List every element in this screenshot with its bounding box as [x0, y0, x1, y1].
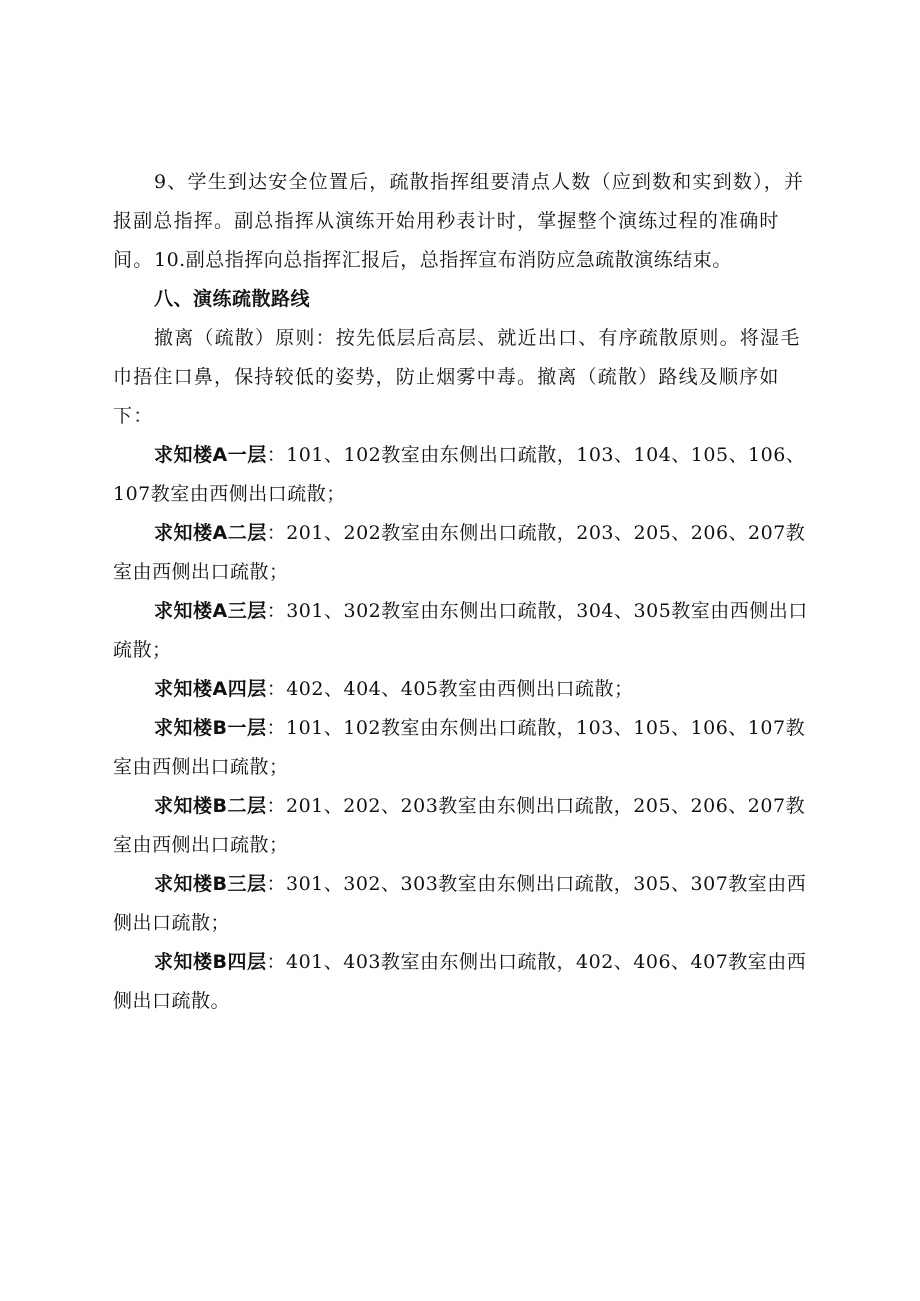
floor-label: 求知楼A三层	[154, 600, 267, 622]
paragraph-text: 10.副总指挥向总指挥汇报后，总指挥宣布消防应急疏散演练结束。	[154, 249, 732, 271]
route-text: ：301、302、303教室由东侧出口疏散，305、307教室由西侧出口疏散；	[113, 873, 807, 934]
route-text: ：101、102教室由东侧出口疏散，103、104、105、106、107教室由西侧出口疏散；	[113, 444, 806, 505]
principle-text: 撤离（疏散）原则：按先低层后高层、就近出口、有序疏散原则。将湿毛巾捂住口鼻，保持较低的姿势，防止烟雾中毒。撤离（疏散）路线及顺序如下：	[113, 327, 801, 427]
route-b2	[113, 787, 813, 865]
route-b4	[113, 943, 813, 1021]
floor-label: 求知楼B三层	[154, 873, 267, 895]
route-text: ：402、404、405教室由西侧出口疏散；	[266, 678, 634, 700]
route-text: ：301、302教室由东侧出口疏散，304、305教室由西侧出口疏散；	[113, 600, 808, 661]
route-text: ：201、202、203教室由东侧出口疏散，205、206、207教室由西侧出口疏散；	[113, 795, 806, 856]
floor-label: 求知楼A二层	[154, 522, 267, 544]
paragraph-text: 9、学生到达安全位置后，疏散指挥组要清点人数（应到数和实到数），并报副总指挥。副总指挥从演练开始用秒表计时，掌握整个演练过程的准确时间。	[113, 171, 805, 271]
route-a4	[113, 670, 813, 709]
evacuation-principle	[113, 319, 813, 436]
route-text: ：101、102教室由东侧出口疏散，103、105、106、107教室由西侧出口疏散；	[113, 717, 806, 778]
floor-label: 求知楼B一层	[154, 717, 267, 739]
route-b3	[113, 865, 813, 943]
route-text: ：401、403教室由东侧出口疏散，402、406、407教室由西侧出口疏散。	[113, 951, 807, 1012]
section-title: 八、演练疏散路线	[154, 288, 311, 310]
floor-label: 求知楼B四层	[154, 951, 267, 973]
route-text: ：201、202教室由东侧出口疏散，203、205、206、207教室由西侧出口疏散；	[113, 522, 806, 583]
route-a3	[113, 592, 813, 670]
route-b1	[113, 709, 813, 787]
floor-label: 求知楼B二层	[154, 795, 267, 817]
route-a2	[113, 514, 813, 592]
section-heading	[113, 280, 813, 319]
paragraph-item-10	[113, 241, 813, 280]
floor-label: 求知楼A四层	[154, 678, 267, 700]
floor-label: 求知楼A一层	[154, 444, 267, 466]
route-a1	[113, 436, 813, 514]
